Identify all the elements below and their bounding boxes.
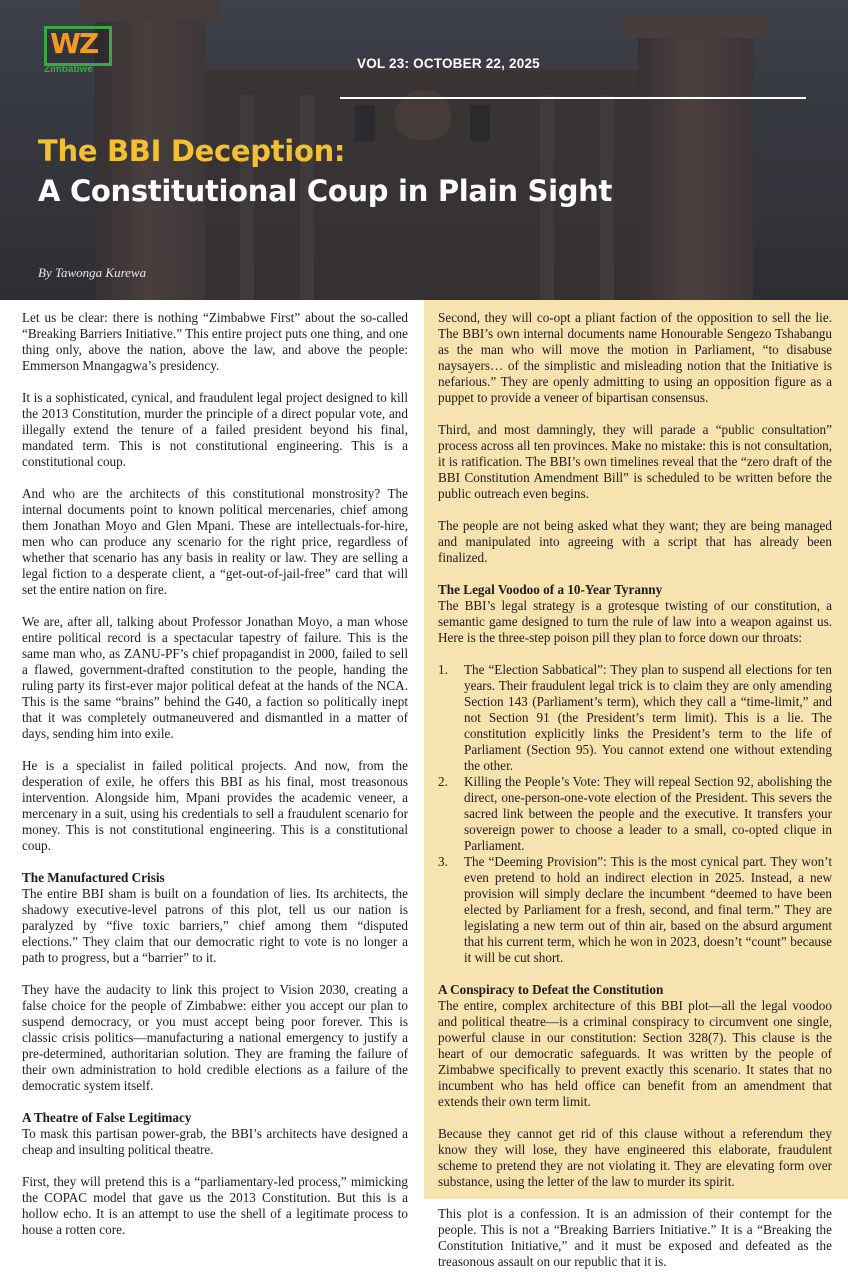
logo-wordmark: WZ xyxy=(50,27,98,60)
paragraph: And who are the architects of this constitutional monstrosity? The internal documents point to known political mercenaries, chief among them Jonathan Moyo and Glen Mpani. These are intellectuals-for-hire, men who can produce any scenario for the right price, regardless of whether that scenario has any basis in reality or law. They are selling a legal fiction to a desperate client, a “get-out-of-jail-free” card that will set the entire nation on fire. xyxy=(22,486,408,597)
headline-line-2: A Constitutional Coup in Plain Sight xyxy=(38,174,613,208)
section-heading: The Manufactured Crisis xyxy=(22,870,165,885)
left-column xyxy=(0,300,424,1237)
section-heading: A Theatre of False Legitimacy xyxy=(22,1110,192,1125)
paragraph: First, they will pretend this is a “parliamentary-led process,” mimicking the COPAC model that gave us the 2013 Constitution. But this is a hollow echo. It is an attempt to use the shell of a legitimate process to house a rotten core. xyxy=(22,1174,408,1237)
paragraph: The BBI’s legal strategy is a grotesque twisting of our constitution, a semantic game designed to turn the rule of law into a weapon against us. Here is the three-step poison pill they plan to force down our throats: xyxy=(438,598,832,645)
list-item-text: Killing the People’s Vote: They will repeal Section 92, abolishing the direct, one-person-one-vote election of the President. This severs the sacred link between the people and the executive. It transfers your sovereign power to choose a leader to a small, co-opted clique in Parliament. xyxy=(464,774,832,853)
list-number: 2. xyxy=(438,774,448,789)
author-byline: By Tawonga Kurewa xyxy=(38,265,147,280)
header-banner xyxy=(0,0,848,300)
wz-logo xyxy=(44,26,114,74)
list-item xyxy=(438,774,832,854)
paragraph: Third, and most damningly, they will parade a “public consultation” process across all ten provinces. Make no mistake: this is not consultation, it is ratification. The BBI’s own timelines reveal that the “zero draft of the BBI Constitution Amendment Bill” is scheduled to be written before the public outreach even begins. xyxy=(438,422,832,501)
section-heading: A Conspiracy to Defeat the Constitution xyxy=(438,982,664,997)
section-heading: The Legal Voodoo of a 10-Year Tyranny xyxy=(438,582,663,597)
paragraph: Second, they will co-opt a pliant faction of the opposition to sell the lie. The BBI’s own internal documents name Honourable Sengezo Tshabangu as the man who will move the motion in Parliament, “to disabuse naysayers… of the simplistic and misleading notion that the Initiative is nefarious.” They are openly admitting to using an opposition figure as a puppet to provide a veneer of bipartisan consensus. xyxy=(438,310,832,405)
paragraph: Because they cannot get rid of this clause without a referendum they know they will lose, they have engineered this elaborate, fraudulent scheme to pretend they are not violating it. They are elevating form over substance, using the letter of the law to murder its spirit. xyxy=(438,1126,832,1189)
paragraph: This plot is a confession. It is an admission of their contempt for the people. This is not a “Breaking Barriers Initiative.” It is a “Breaking the Constitution Initiative,” and it must be exposed and defeated as the treasonous assault on our republic that it is. xyxy=(438,1206,832,1269)
list-item-text: The “Deeming Provision”: This is the most cynical part. They won’t even pretend to hold an indirect election in 2025. Instead, a new provision will simply declare the incumbent “deemed to have been elected by Parliament for a fresh, second, and final term.” They are legislating a new term out of thin air, based on the absurd argument that his current term, which he won in 2023, doesn’t “count” because it will be cut short. xyxy=(464,854,832,965)
list-item xyxy=(438,854,832,966)
paragraph: We are, after all, talking about Professor Jonathan Moyo, a man whose entire political record is a spectacular tapestry of failure. This is the same man who, as ZANU-PF’s chief propagandist in 2000, failed to sell a flawed, government-drafted constitution to the people, handing the ruling party its first-ever major political defeat at the hands of the NCA. This is the same “brains” behind the G40, a faction so politically inept that it was completely outmaneuvered and dismantled in a matter of days, sending him into exile. xyxy=(22,614,408,741)
paragraph: It is a sophisticated, cynical, and fraudulent legal project designed to kill the 2013 Constitution, murder the principle of a direct popular vote, and illegally extend the tenure of a failed president beyond his final, mandated term. This is not constitutional engineering. This is a constitutional coup. xyxy=(22,390,408,469)
paragraph: The entire BBI sham is built on a foundation of lies. Its architects, the shadowy executive-level patrons of this plot, tell us our nation is paralyzed by “five toxic barriers,” chief among them “disputed elections.” They claim that our democratic right to vote is no longer a path to progress, but a “barrier” to it. xyxy=(22,886,408,965)
list-item xyxy=(438,662,832,774)
issue-volume: VOL 23: OCTOBER 22, 2025 xyxy=(357,56,540,71)
paragraph: He is a specialist in failed political projects. And now, from the desperation of exile, he offers this BBI as his final, most treasonous intervention. Alongside him, Mpani provides the academic veneer, a mercenary in a suit, using his credentials to sell a fraudulent scenario for money. This is not constitutional engineering. This is a constitutional coup. xyxy=(22,758,408,853)
right-column xyxy=(424,300,848,1269)
list-item-text: The “Election Sabbatical”: They plan to suspend all elections for ten years. Their fraudulent legal trick is to claim they are only amending Section 143 (Parliament’s term), which they call a “time-limit,” and not Section 91 (the President’s term limit). This is a lie. The constitution explicitly links the President’s term to the life of Parliament (Section 95). You cannot extend one without extending the other. xyxy=(464,662,832,773)
paragraph: Let us be clear: there is nothing “Zimbabwe First” about the so-called “Breaking Barriers Initiative.” This entire project puts one thing, and one thing only, above the nation, above the law, and above the people: Emmerson Mnangagwa’s presidency. xyxy=(22,310,408,373)
numbered-list xyxy=(438,662,832,966)
paragraph: To mask this partisan power-grab, the BBI’s architects have designed a cheap and insulting political theatre. xyxy=(22,1126,408,1157)
paragraph: The people are not being asked what they want; they are being managed and manipulated into agreeing with a script that has already been finalized. xyxy=(438,518,832,565)
logo-subtitle: Zimbabwe xyxy=(44,64,93,75)
paragraph: The entire, complex architecture of this BBI plot—all the legal voodoo and political theatre—is a criminal conspiracy to circumvent one single, powerful clause in our constitution: Section 328(7). This clause is the heart of our democratic safeguards. It was written by the people of Zimbabwe specifically to prevent exactly this scenario. It states that no incumbent who has held office can benefit from an amendment that extends their own term limit. xyxy=(438,998,832,1109)
list-number: 3. xyxy=(438,854,448,869)
list-number: 1. xyxy=(438,662,448,677)
headline-line-1: The BBI Deception: xyxy=(38,134,346,168)
paragraph: They have the audacity to link this project to Vision 2030, creating a false choice for the people of Zimbabwe: either you accept our plan to suspend democracy, or you must accept being poor forever. This is classic crisis politics—manufacturing a national emergency to justify a pre-determined, authoritarian solution. They are framing the failure of their own administration to hold credible elections as a failure of the democratic system itself. xyxy=(22,982,408,1093)
header-divider xyxy=(340,97,806,99)
